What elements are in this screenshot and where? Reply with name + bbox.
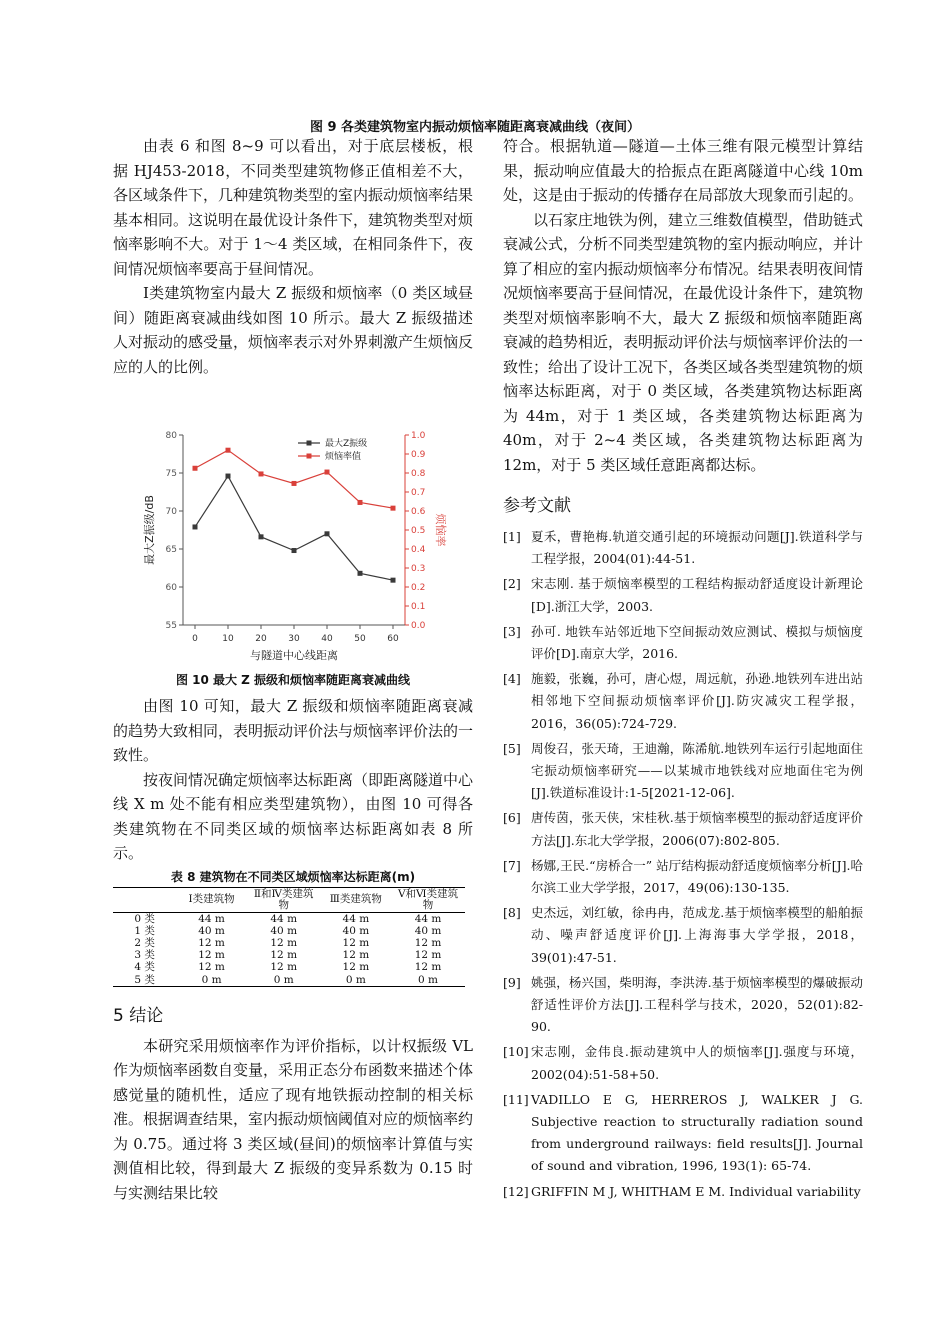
data-point xyxy=(325,470,330,475)
y-tick-label-right: 0.4 xyxy=(411,545,426,555)
y-tick-label-right: 0.3 xyxy=(411,564,426,574)
table-cell: 12 m xyxy=(342,949,370,962)
table-row xyxy=(113,925,465,937)
table-cell: 0 m xyxy=(247,974,321,987)
reference-number: [3] xyxy=(503,623,521,639)
y-tick-label-right: 0.2 xyxy=(411,583,426,593)
table-header: Ⅴ和Ⅵ类建筑物 xyxy=(391,887,465,912)
reference-text: 宋志刚，金伟良.振动建筑中人的烦恼率[J].强度与环境，2002(04):51-58+50. xyxy=(531,1044,863,1082)
reference-number: [12] xyxy=(503,1183,529,1199)
reference-text: 宋志刚. 基于烦恼率模型的工程结构振动舒适度设计新理论[D].浙江大学，2003. xyxy=(531,576,863,614)
table-cell: 12 m xyxy=(198,936,225,949)
y-tick-label-left: 70 xyxy=(165,507,177,517)
table-row xyxy=(113,949,465,961)
reference-item xyxy=(503,1181,863,1203)
table-cell: 12 m xyxy=(198,961,225,974)
table-row xyxy=(113,961,465,973)
reference-number: [9] xyxy=(503,974,521,990)
reference-text: 施毅，张巍，孙可，唐心煜，周远航，孙逊.地铁列车进出站相邻地下空间振动烦恼率评价[J].防灾减灾工程学报，2016，36(05):724-729. xyxy=(531,671,863,731)
table-cell: 12 m xyxy=(270,949,298,962)
table-cell: 1 类 xyxy=(134,924,155,937)
x-tick-label: 60 xyxy=(387,634,399,644)
y-tick-label-left: 55 xyxy=(165,621,177,631)
reference-number: [2] xyxy=(503,576,521,592)
reference-number: [10] xyxy=(503,1044,529,1060)
series-line xyxy=(195,450,393,508)
references-heading: 参考文献 xyxy=(503,496,571,516)
reference-text: 孙可. 地铁车站邻近地下空间振动效应测试、模拟与烦恼度评价[D].南京大学，2016. xyxy=(531,623,863,662)
right-column xyxy=(503,134,863,1206)
table-header: Ⅲ类建筑物 xyxy=(321,887,391,912)
data-point xyxy=(259,534,264,539)
reference-number: [6] xyxy=(503,810,521,826)
table-cell: 12 m xyxy=(414,961,442,974)
paragraph: Ⅰ类建筑物室内最大 Z 振级和烦恼率（0 类区域昼间）随距离衰减曲线如图 10 所示。最大 Z 振级描述人对振动的感受量，烦恼率表示对外界刺激产生烦恼反应的人的比例。 xyxy=(113,284,474,376)
paragraph: 由图 10 可知，最大 Z 振级和烦恼率随距离衰减的趋势大致相同，表明振动评价法与烦恼率评价法的一致性。 xyxy=(113,697,474,764)
table-cell: 5 类 xyxy=(113,974,176,987)
reference-item xyxy=(503,855,863,899)
table-cell: 12 m xyxy=(270,936,298,949)
reference-number: [4] xyxy=(503,671,521,687)
paragraph: 符合。根据轨道—隧道—土体三维有限元模型计算结果，振动响应值最大的拾振点在距离隧道中心线 10m 处，这是由于振动的传播存在局部放大现象而引起的。 xyxy=(503,137,864,204)
data-point xyxy=(226,474,231,479)
data-point xyxy=(292,548,297,553)
reference-item xyxy=(503,738,863,805)
x-tick-label: 40 xyxy=(321,634,333,644)
reference-text: 唐传茵，张天侠，宋桂秋.基于烦恼率模型的振动舒适度评价方法[J].东北大学学报，2006(07):802-805. xyxy=(531,810,863,848)
reference-number: [8] xyxy=(503,905,521,921)
x-tick-label: 10 xyxy=(222,634,234,644)
left-column xyxy=(113,134,473,1205)
paragraph: 本研究采用烦恼率作为评价指标，以计权振级 VL 作为烦恼率函数自变量，采用正态分布函数来描述个体感觉量的随机性，适应了现有地铁振动控制的相关标准。根据调查结果，室内振动烦恼阈值对应的烦恼率约为 0.75。通过将 3 类区域(昼间)的烦恼率计算值与实测值相比较，得到最大 Z 振级的变异系数为 0.15 时与实测结果比较 xyxy=(113,1036,474,1202)
data-point xyxy=(358,500,363,505)
reference-text: 史杰远，刘红敏，徐冉冉，范成龙.基于烦恼率模型的船舶振动、噪声舒适度评价[J].上海海事大学学报，2018，39(01):47-51. xyxy=(531,905,863,965)
y-tick-label-left: 75 xyxy=(165,469,177,479)
table-cell: 44 m xyxy=(342,912,370,925)
y-tick-label-right: 0.0 xyxy=(411,621,426,631)
data-point xyxy=(391,506,396,511)
table-cell: 44 m xyxy=(414,912,442,925)
table-cell: 12 m xyxy=(342,961,370,974)
x-tick-label: 20 xyxy=(255,634,267,644)
data-point xyxy=(358,571,363,576)
reference-item xyxy=(503,807,863,851)
legend-label: 最大Z振级 xyxy=(325,439,368,449)
data-point xyxy=(325,531,330,536)
legend-marker xyxy=(307,441,312,446)
y-tick-label-right: 1.0 xyxy=(411,431,426,441)
table-8 xyxy=(113,887,465,987)
data-point xyxy=(193,466,198,471)
data-point xyxy=(193,524,198,529)
reference-item xyxy=(503,573,863,617)
table-cell: 40 m xyxy=(198,924,225,937)
y-tick-label-right: 0.5 xyxy=(411,526,426,536)
x-tick-label: 30 xyxy=(288,634,300,644)
table-cell: 0 m xyxy=(391,974,465,987)
table-cell: 40 m xyxy=(414,924,442,937)
reference-text: 夏禾，曹艳梅.轨道交通引起的环境振动问题[J].铁道科学与工程学报，2004(01):44-51. xyxy=(531,529,863,567)
reference-number: [11] xyxy=(503,1091,529,1107)
table-cell: 2 类 xyxy=(134,936,155,949)
table-cell: 0 m xyxy=(321,974,391,987)
y-axis-label-right: 烦恼率 xyxy=(434,513,447,547)
data-point xyxy=(391,578,396,583)
paragraph: 按夜间情况确定烦恼率达标距离（即距离隧道中心线 X m 处不能有相应类型建筑物），由图 10 可得各类建筑物在不同类区域的烦恼率达标距离如表 8 所示。 xyxy=(113,770,474,862)
table-header: Ⅱ和Ⅳ类建筑物 xyxy=(247,887,321,912)
table-cell: 4 类 xyxy=(134,961,155,974)
y-tick-label-right: 0.9 xyxy=(411,450,426,460)
data-point xyxy=(292,481,297,486)
reference-item xyxy=(503,1089,863,1178)
table-cell: 44 m xyxy=(270,912,298,925)
table-row xyxy=(113,974,465,987)
table-row xyxy=(113,937,465,949)
y-tick-label-left: 80 xyxy=(165,431,177,441)
table-cell: 0 类 xyxy=(134,912,155,925)
y-tick-label-right: 0.1 xyxy=(411,602,426,612)
y-tick-label-right: 0.7 xyxy=(411,488,426,498)
table-cell: 12 m xyxy=(198,949,225,962)
y-axis-label-left: 最大Z振级/dB xyxy=(143,495,156,565)
x-tick-label: 50 xyxy=(354,634,366,644)
reference-number: [1] xyxy=(503,529,521,544)
reference-item xyxy=(503,526,863,570)
section-heading: 5 结论 xyxy=(113,1005,164,1026)
figure-9-caption: 图 9 各类建筑物室内振动烦恼率随距离衰减曲线（夜间） xyxy=(309,120,641,135)
table-cell: 12 m xyxy=(270,961,298,974)
table-cell: 0 m xyxy=(176,974,246,987)
table-cell: 12 m xyxy=(414,949,442,962)
table-cell: 12 m xyxy=(414,936,442,949)
table-cell: 12 m xyxy=(342,936,370,949)
y-tick-label-right: 0.8 xyxy=(411,469,426,479)
table-header-row xyxy=(113,887,465,912)
reference-number: [5] xyxy=(503,740,521,756)
table-cell: 44 m xyxy=(198,912,225,925)
reference-item xyxy=(503,902,863,969)
x-tick-label: 0 xyxy=(192,634,198,644)
y-tick-label-right: 0.6 xyxy=(411,507,426,517)
x-axis-label: 与隧道中心线距离 xyxy=(250,649,338,662)
legend-label: 烦恼率值 xyxy=(325,452,362,462)
y-tick-label-left: 60 xyxy=(165,583,177,593)
reference-item xyxy=(503,1041,863,1085)
legend-marker xyxy=(307,454,312,459)
reference-number: [7] xyxy=(503,857,521,873)
table-8-caption: 表 8 建筑物在不同类区域烦恼率达标距离(m) xyxy=(170,869,416,884)
y-tick-label-left: 65 xyxy=(165,545,177,555)
reference-text: 杨娜,王民.“房桥合一” 站厅结构振动舒适度烦恼率分析[J].哈尔滨工业大学学报，2017，49(06):130-135. xyxy=(531,857,863,896)
series-line xyxy=(195,476,393,580)
paragraph: 以石家庄地铁为例，建立三维数值模型，借助链式衰减公式，分析不同类型建筑物的室内振动响应，并计算了相应的室内振动烦恼率分布情况。结果表明夜间情况烦恼率要高于昼间情况，在最优设计条件下，建筑物类型对烦恼率影响不大，最大 Z 振级和烦恼率随距离衰减的趋势相近，表明振动评价法与烦恼率评价法的一致性；给出了设计工况下，各类区域各类型建筑物的烦恼率达标距离，对于 0 类区域，各类建筑物达标距离为 44m，对于 1 类区域，各类建筑物达标距离为 40m，对于 2~4 类区域，各类建筑物达标距离为 12m，对于 5 类区域任意距离都达标。 xyxy=(503,210,864,474)
reference-text: 姚强，杨兴国，柴明海，李洪涛.基于烦恼率模型的爆破振动舒适性评价方法[J].工程科学与技术，2020，52(01):82-90. xyxy=(531,974,863,1035)
reference-item xyxy=(503,668,863,735)
figure-10-caption: 图 10 最大 Z 振级和烦恼率随距离衰减曲线 xyxy=(175,673,411,687)
data-point xyxy=(226,448,231,453)
reference-item xyxy=(503,972,863,1039)
table-cell: 3 类 xyxy=(134,949,155,962)
figure-10-chart xyxy=(113,403,473,665)
data-point xyxy=(259,471,264,476)
reference-text: GRIFFIN M J, WHITHAM E M. Individual variability xyxy=(531,1183,861,1199)
table-row xyxy=(113,912,465,925)
table-cell: 40 m xyxy=(270,924,298,937)
table-header: Ⅰ类建筑物 xyxy=(176,887,246,912)
table-header xyxy=(113,887,176,912)
reference-list xyxy=(503,526,863,1203)
paragraph: 由表 6 和图 8~9 可以看出，对于底层楼板，根据 HJ453-2018，不同类型建筑物修正值相差不大，各区域条件下，几种建筑物类型的室内振动烦恼率结果基本相同。这说明在最优设计条件下，建筑物类型对烦恼率影响不大。对于 1～4 类区域，在相同条件下，夜间情况烦恼率要高于昼间情况。 xyxy=(113,137,474,278)
reference-item xyxy=(503,621,863,665)
reference-text: VADILLO E G, HERREROS J, WALKER J G. Subjective reaction to structurally radiation sound from underground railways: field results[J]. Journal of sound and vibration, 1996, 193(1): 65-74. xyxy=(531,1091,863,1174)
table-cell: 40 m xyxy=(342,924,370,937)
reference-text: 周俊召，张天琦，王迪瀚，陈浠航.地铁列车运行引起地面住宅振动烦恼率研究——以某城市地铁线对应地面住宅为例 [J].铁道标准设计:1-5[2021-12-06]. xyxy=(531,740,863,801)
line-chart xyxy=(113,403,473,665)
